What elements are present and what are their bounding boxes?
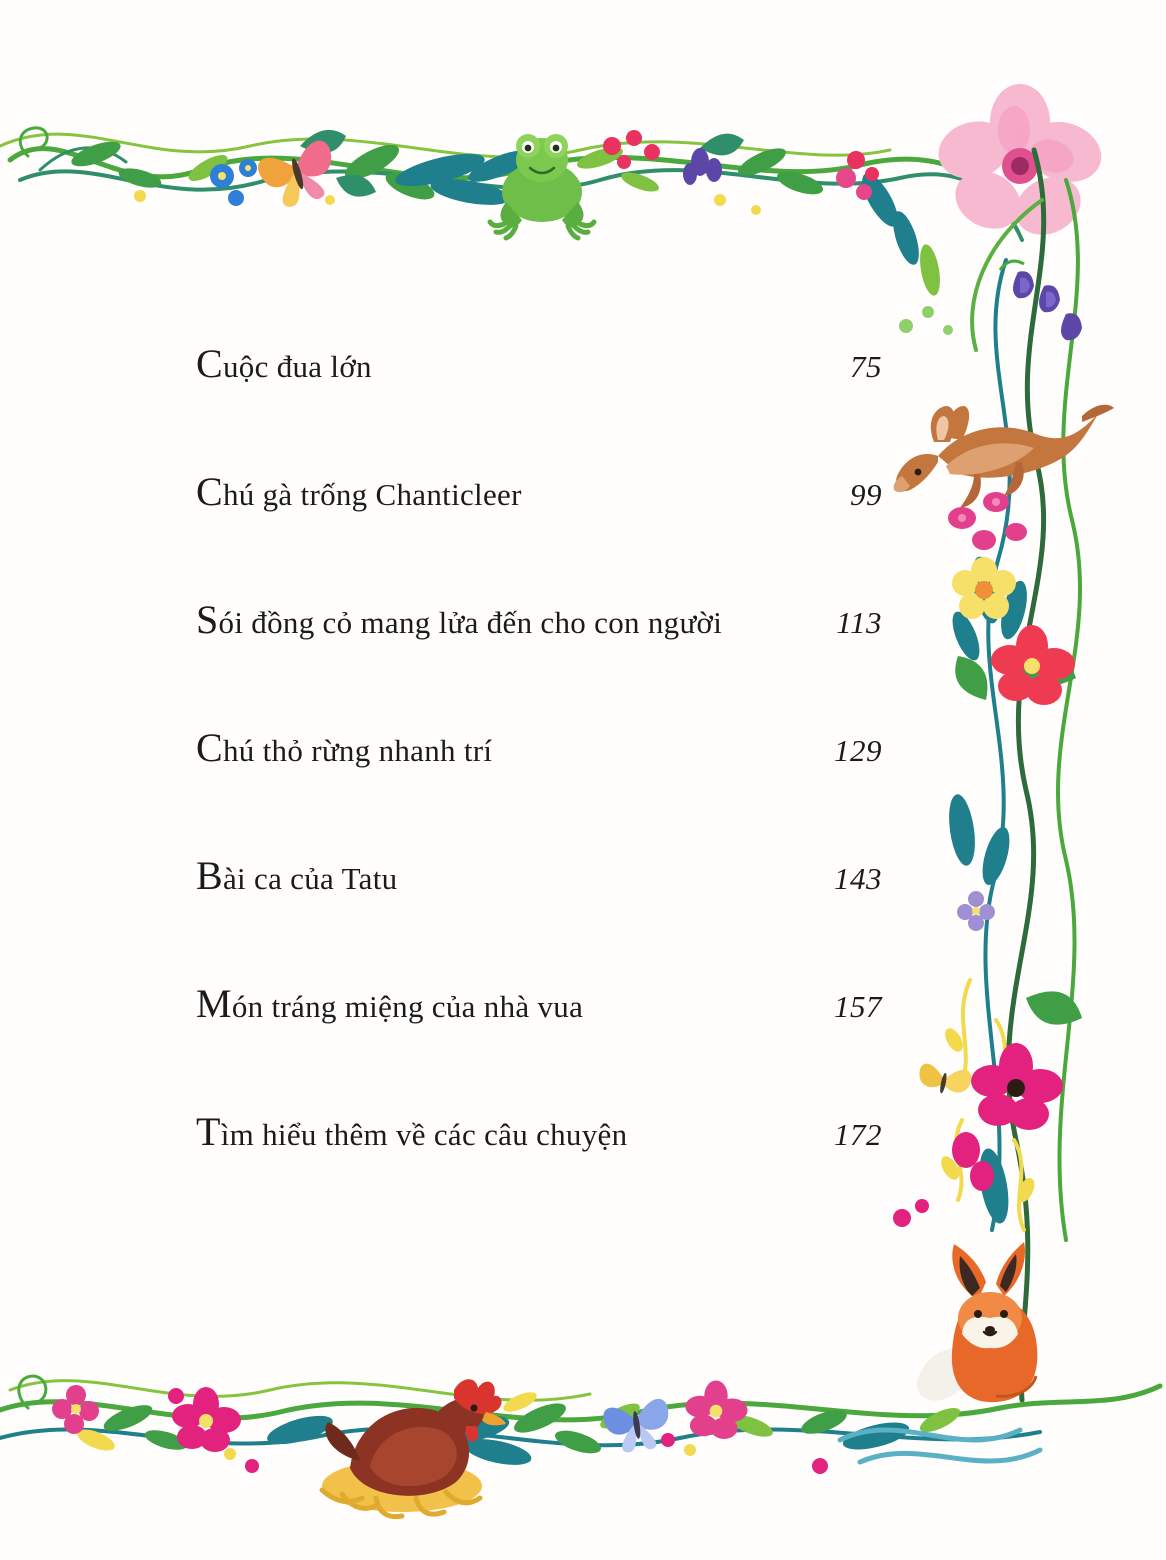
toc-entry[interactable] (196, 340, 886, 468)
toc-entry[interactable] (196, 980, 886, 1108)
toc-entry[interactable] (196, 596, 886, 724)
toc-entry-page: 113 (836, 605, 882, 640)
butterfly-icon (255, 138, 342, 213)
magenta-flower (971, 1043, 1063, 1130)
toc-entry[interactable] (196, 852, 886, 980)
toc-entry-title: Tìm hiểu thêm về các câu chuyện (196, 1109, 628, 1154)
toc-entry[interactable] (196, 468, 886, 596)
table-of-contents (196, 340, 886, 1236)
toc-entry-title: Sói đồng cỏ mang lửa đến cho con người (196, 597, 723, 642)
hen-icon (322, 1379, 506, 1516)
pink-flower (52, 1385, 99, 1434)
hare-icon (894, 405, 1114, 508)
right-floral-border (866, 140, 1166, 1410)
pink-flower (932, 84, 1109, 246)
butterfly-icon (602, 1398, 673, 1456)
top-floral-border (0, 50, 1166, 310)
berry-cluster (948, 492, 1027, 550)
toc-entry-page: 75 (850, 349, 882, 384)
flower-cluster (210, 159, 257, 206)
frog-icon (490, 134, 594, 238)
red-flower (991, 625, 1075, 705)
toc-entry-title: Chú thỏ rừng nhanh trí (196, 725, 493, 770)
toc-entry-page: 143 (834, 861, 882, 896)
toc-entry-page: 99 (850, 477, 882, 512)
yellow-flower (952, 557, 1016, 619)
toc-entry-page: 172 (834, 1117, 882, 1152)
pink-flower (172, 1387, 241, 1452)
toc-entry-title: Món tráng miệng của nhà vua (196, 981, 584, 1026)
bluebell-flowers (1000, 261, 1082, 340)
toc-entry[interactable] (196, 724, 886, 852)
toc-entry-title: Bài ca của Tatu (196, 853, 398, 898)
fox-icon (917, 1242, 1038, 1402)
pink-flower (685, 1381, 747, 1440)
toc-entry-title: Cuộc đua lớn (196, 341, 372, 386)
lavender-flower (957, 891, 995, 931)
toc-entry-page: 157 (834, 989, 882, 1024)
butterfly-icon (916, 1061, 973, 1099)
bottom-floral-border (0, 1290, 1166, 1540)
toc-entry-title: Chú gà trống Chanticleer (196, 469, 522, 514)
toc-entry[interactable] (196, 1108, 886, 1236)
toc-entry-page: 129 (834, 733, 882, 768)
